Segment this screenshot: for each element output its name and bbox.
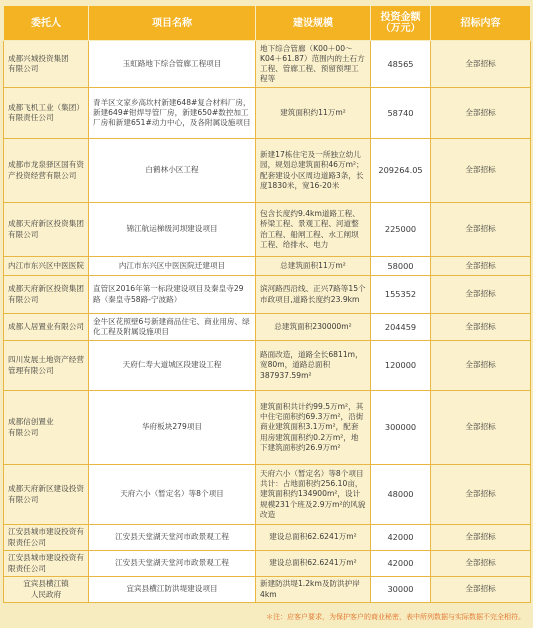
cell-content: 全部招标 bbox=[431, 525, 531, 551]
cell-content: 全部招标 bbox=[431, 257, 531, 276]
cell-content: 全部招标 bbox=[431, 203, 531, 257]
header-client: 委托人 bbox=[4, 6, 89, 41]
cell-client: 成都信创置业 有限公司 bbox=[4, 391, 89, 465]
cell-amount: 42000 bbox=[371, 525, 431, 551]
cell-amount: 48565 bbox=[371, 41, 431, 88]
table-row bbox=[4, 577, 531, 603]
table-row bbox=[4, 203, 531, 257]
header-project: 项目名称 bbox=[89, 6, 256, 41]
cell-scale: 地下综合管廊（K00＋00～K04＋61.87）范围内的土石方工程、管廊工程、预留预埋工程等 bbox=[256, 41, 371, 88]
footnote: ＊注：应客户要求，为保护客户的商业秘密，表中所列数据与实际数据不完全相符。 bbox=[266, 613, 525, 621]
cell-content: 全部招标 bbox=[431, 341, 531, 391]
cell-client: 成都人居置业有限公司 bbox=[4, 314, 89, 341]
cell-content: 全部招标 bbox=[431, 139, 531, 203]
bidding-table bbox=[3, 5, 531, 603]
cell-project: 江安县天堂湖天堂河市政景观工程 bbox=[89, 551, 256, 577]
cell-project: 华府板块279项目 bbox=[89, 391, 256, 465]
table-row bbox=[4, 525, 531, 551]
cell-client: 成都天府新区建设投资有限公司 bbox=[4, 465, 89, 525]
cell-amount: 58000 bbox=[371, 257, 431, 276]
cell-scale: 包含长度约9.4km道路工程、桥梁工程、景观工程、河道整治工程、船闸工程、水工闸坝工程、给排水、电力 bbox=[256, 203, 371, 257]
cell-client: 江安县城市建设投资有限责任公司 bbox=[4, 551, 89, 577]
cell-client: 江安县城市建设投资有限责任公司 bbox=[4, 525, 89, 551]
cell-client: 成都天府新区投资集团有限公司 bbox=[4, 276, 89, 314]
cell-scale: 总建筑面积11万m² bbox=[256, 257, 371, 276]
cell-scale: 建设总面积62.6241万m² bbox=[256, 551, 371, 577]
cell-scale: 新建防洪堤1.2km及防洪护岸4km bbox=[256, 577, 371, 603]
cell-content: 全部招标 bbox=[431, 391, 531, 465]
table-row bbox=[4, 551, 531, 577]
header-amount: 投资金额 （万元） bbox=[371, 6, 431, 41]
table-row bbox=[4, 314, 531, 341]
cell-content: 全部招标 bbox=[431, 465, 531, 525]
table-header-row bbox=[4, 6, 531, 41]
cell-amount: 300000 bbox=[371, 391, 431, 465]
cell-scale: 新建17栋住宅及一所独立幼儿园，规划总建筑面积46万m²；配套建设小区周边道路3条，长度1830米，宽16-20米 bbox=[256, 139, 371, 203]
cell-amount: 209264.05 bbox=[371, 139, 431, 203]
cell-project: 宜宾县横江防洪堤建设项目 bbox=[89, 577, 256, 603]
cell-client: 成都天府新区投资集团有限公司 bbox=[4, 203, 89, 257]
table-row bbox=[4, 341, 531, 391]
cell-content: 全部招标 bbox=[431, 577, 531, 603]
cell-client: 成都市龙泉驿区国有资产投资经营有限公司 bbox=[4, 139, 89, 203]
cell-client: 成都兴城投资集团 有限公司 bbox=[4, 41, 89, 88]
cell-project: 江安县天堂湖天堂河市政景观工程 bbox=[89, 525, 256, 551]
cell-amount: 42000 bbox=[371, 551, 431, 577]
table-row bbox=[4, 41, 531, 88]
cell-amount: 204459 bbox=[371, 314, 431, 341]
cell-project: 玉虹路地下综合管廊工程项目 bbox=[89, 41, 256, 88]
cell-amount: 48000 bbox=[371, 465, 431, 525]
cell-scale: 天府六小（暂定名）等8个项目共计：占地面积约256.10亩，建筑面积约134900m²，设计规模231个班及2.9万m²的风貌改造 bbox=[256, 465, 371, 525]
cell-project: 直管区2016年第一标段建设项目及秦皇寺29路（秦皇寺58路-宁波路） bbox=[89, 276, 256, 314]
cell-project: 青羊区文家乡高坎村新建648#复合材料厂房，新建649#钳焊导管厂房，新建650#数控加工厂房和新建651#动力中心，及各附属设施项目 bbox=[89, 88, 256, 139]
header-content: 招标内容 bbox=[431, 6, 531, 41]
cell-client: 四川发展土地资产经营管理有限公司 bbox=[4, 341, 89, 391]
cell-content: 全部招标 bbox=[431, 314, 531, 341]
cell-amount: 30000 bbox=[371, 577, 431, 603]
cell-client: 成都飞机工业（集团）有限责任公司 bbox=[4, 88, 89, 139]
cell-client: 内江市东兴区中医医院 bbox=[4, 257, 89, 276]
cell-project: 白鹤林小区工程 bbox=[89, 139, 256, 203]
table-row bbox=[4, 257, 531, 276]
cell-scale: 总建筑面积230000m² bbox=[256, 314, 371, 341]
table-row bbox=[4, 391, 531, 465]
cell-scale: 路面改造，道路全长6811m，宽80m，道路总面积387937.59m² bbox=[256, 341, 371, 391]
table-row bbox=[4, 276, 531, 314]
table-row bbox=[4, 465, 531, 525]
header-scale: 建设规模 bbox=[256, 6, 371, 41]
cell-project: 金牛区花照壁6号新建商品住宅、商业用房、绿化工程及附属设施项目 bbox=[89, 314, 256, 341]
cell-project: 内江市东兴区中医医院迁建项目 bbox=[89, 257, 256, 276]
cell-client: 宜宾县横江镇 人民政府 bbox=[4, 577, 89, 603]
cell-project: 锦江航运梯级河坝建设项目 bbox=[89, 203, 256, 257]
table-row bbox=[4, 88, 531, 139]
cell-scale: 建筑面积约11万m² bbox=[256, 88, 371, 139]
cell-content: 全部招标 bbox=[431, 41, 531, 88]
cell-amount: 120000 bbox=[371, 341, 431, 391]
cell-scale: 建筑面积共计约99.5万m²，其中住宅面积约69.3万m²，沿街商业建筑面积3.1万m²，配套用房建筑面积约0.2万m²，地下建筑面积约26.9万m² bbox=[256, 391, 371, 465]
cell-amount: 155352 bbox=[371, 276, 431, 314]
table-row bbox=[4, 139, 531, 203]
cell-scale: 滨河路西沿线、正兴7路等15个市政项目,道路长度约23.9km bbox=[256, 276, 371, 314]
cell-project: 天府六小（暂定名）等8个项目 bbox=[89, 465, 256, 525]
cell-content: 全部招标 bbox=[431, 276, 531, 314]
cell-project: 天府仁寿大道城区段建设工程 bbox=[89, 341, 256, 391]
cell-amount: 225000 bbox=[371, 203, 431, 257]
cell-content: 全部招标 bbox=[431, 88, 531, 139]
cell-scale: 建设总面积62.6241万m² bbox=[256, 525, 371, 551]
cell-amount: 58740 bbox=[371, 88, 431, 139]
cell-content: 全部招标 bbox=[431, 551, 531, 577]
